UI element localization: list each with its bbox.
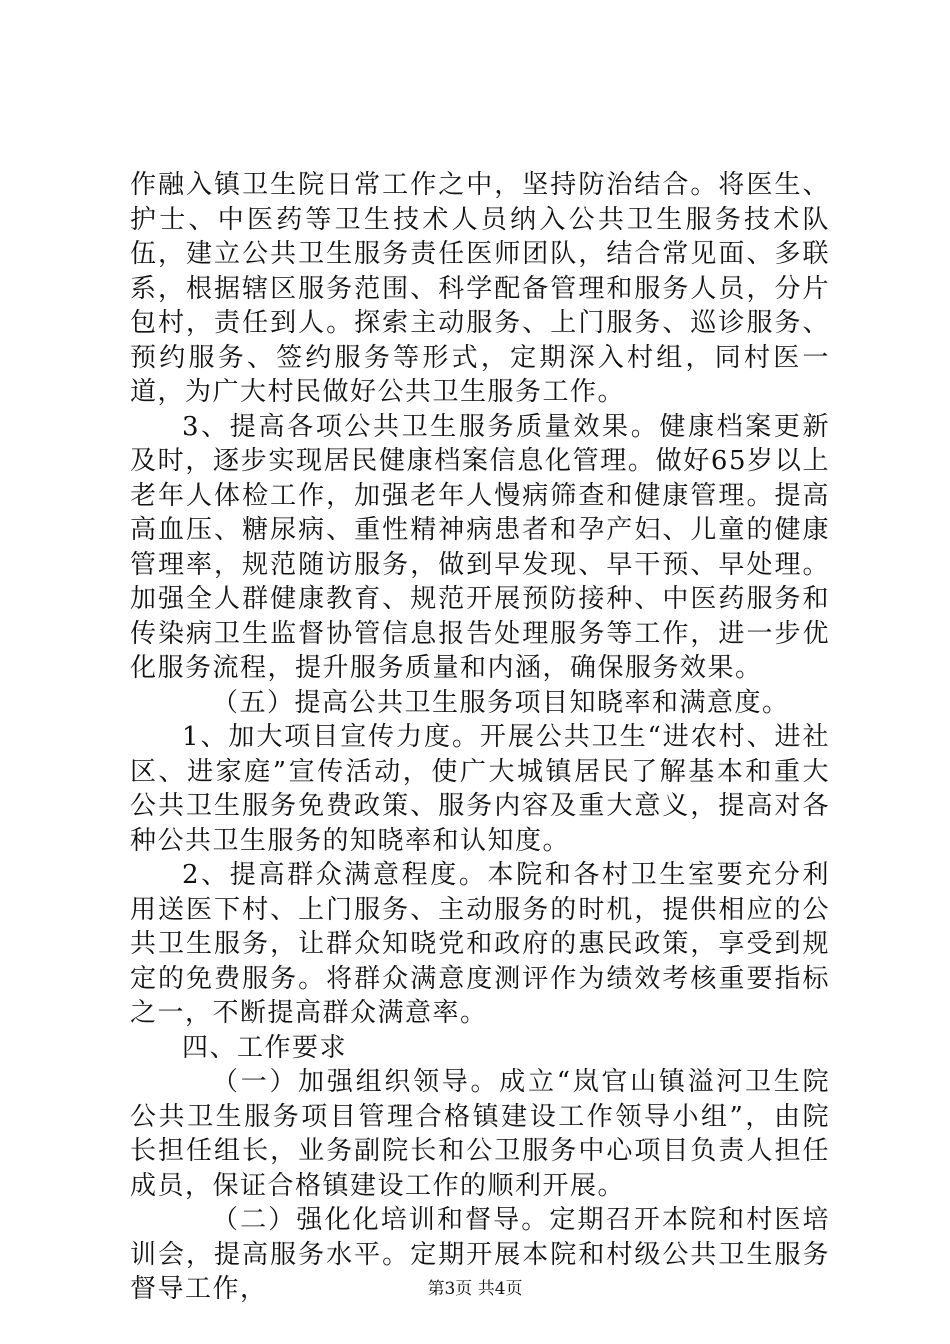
paragraph-training: （二）强化化培训和督导。定期召开本院和村医培训会，提高服务水平。定期开展本院和村级公共卫生服务督导工作， [130,1205,830,1304]
paragraph-service-quality: 3、提高各项公共卫生服务质量效果。健康档案更新及时，逐步实现居民健康档案信息化管理。做好65岁以上老年人体检工作，加强老年人慢病筛查和健康管理。提高高血压、糖尿病、重性精神病患者和孕产妇、儿童的健康管理率，规范随访服务，做到早发现、早干预、早处理。加强全人群健康教育、规范开展预防接种、中医药服务和传染病卫生监督协管信息报告处理服务等工作，进一步优化服务流程，提升服务质量和内涵，确保服务效果。 [130,411,830,683]
section-heading-requirements: 四、工作要求 [182,1032,348,1063]
paragraph-satisfaction: 2、提高群众满意程度。本院和各村卫生室要充分利用送医下村、上门服务、主动服务的时机，提供相应的公共卫生服务，让群众知晓党和政府的惠民政策，享受到规定的免费服务。将群众满意度测评作为绩效考核重要指标之一，不断提高群众满意率。 [130,860,830,1028]
paragraph-publicity: 1、加大项目宣传力度。开展公共卫生“进农村、进社区、进家庭”宣传活动，使广大城镇居民了解基本和重大公共卫生服务免费政策、服务内容及重大意义，提高对各种公共卫生服务的知晓率和认知度。 [130,722,830,856]
document-body [130,168,830,1307]
paragraph-organization: （一）加强组织领导。成立“岚官山镇溢河卫生院公共卫生服务项目管理合格镇建设工作领导小组”，由院长担任组长，业务副院长和公卫服务中心项目负责人担任成员，保证合格镇建设工作的顺利开展。 [130,1067,830,1201]
section-heading-five: （五）提高公共卫生服务项目知晓率和满意度。 [212,687,790,718]
page-footer: 第3页 共4页 [427,1279,523,1299]
paragraph-continuation: 作融入镇卫生院日常工作之中，坚持防治结合。将医生、护士、中医药等卫生技术人员纳入公共卫生服务技术队伍，建立公共卫生服务责任医师团队，结合常见面、多联系，根据辖区服务范围、科学配备管理和服务人员，分片包村，责任到人。探索主动服务、上门服务、巡诊服务、预约服务、签约服务等形式，定期深入村组，同村医一道，为广大村民做好公共卫生服务工作。 [130,170,830,407]
